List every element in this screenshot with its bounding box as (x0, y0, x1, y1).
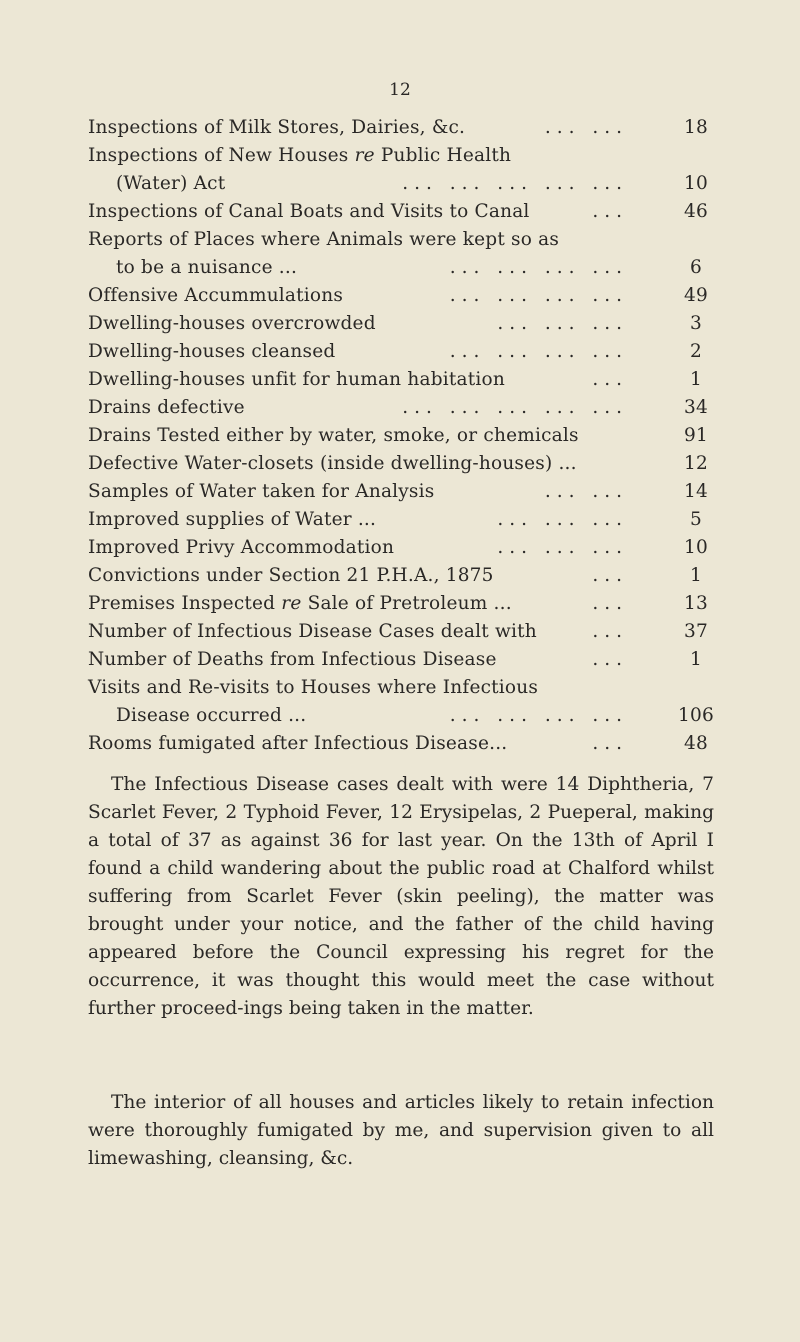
table-row (88, 394, 716, 422)
row-leader-dots: ... ... ... ... (449, 285, 628, 306)
row-value: 18 (684, 117, 708, 138)
table-row (88, 282, 716, 310)
table-row (88, 422, 716, 450)
row-value: 91 (684, 425, 708, 446)
row-leader-dots: ... ... ... ... (449, 257, 628, 278)
row-value: 5 (690, 509, 702, 530)
table-row (88, 590, 716, 618)
row-label: Samples of Water taken for Analysis (88, 481, 435, 502)
row-label: Dwelling-houses overcrowded (88, 313, 376, 334)
row-label: Dwelling-houses unfit for human habitation (88, 369, 505, 390)
table-row (88, 450, 716, 478)
table-row (88, 730, 716, 758)
row-label: Offensive Accummulations (88, 285, 344, 306)
row-label: Dwelling-houses cleansed (88, 341, 336, 362)
table-row (88, 310, 716, 338)
row-leader-dots: ... ... ... (497, 537, 628, 558)
table-row (88, 646, 716, 674)
row-value: 106 (678, 705, 714, 726)
row-label: Convictions under Section 21 P.H.A., 1875 (88, 565, 494, 586)
row-leader-dots: ... (592, 733, 628, 754)
row-value: 34 (684, 397, 708, 418)
row-leader-dots: ... ... ... ... ... (402, 173, 628, 194)
row-label: Improved supplies of Water ... (88, 509, 377, 530)
row-label: (Water) Act (116, 173, 226, 194)
row-label: Visits and Re-visits to Houses where Infectious (88, 677, 539, 698)
row-label: Disease occurred ... (116, 705, 307, 726)
row-leader-dots: ... (592, 649, 628, 670)
fumigation-paragraph: The interior of all houses and articles likely to retain infection were thoroughly fumigated by me, and supervision given to all limewashing, cleansing, &c. (88, 1091, 714, 1169)
row-value: 10 (684, 537, 708, 558)
row-leader-dots: ... ... (544, 117, 628, 138)
row-label: Inspections of Canal Boats and Visits to Canal (88, 201, 530, 222)
table-row (88, 142, 716, 170)
row-leader-dots: ... ... ... ... ... (402, 397, 628, 418)
row-label: to be a nuisance ... (116, 257, 298, 278)
row-value: 48 (684, 733, 708, 754)
row-leader-dots: ... ... ... ... (449, 341, 628, 362)
row-label: Number of Infectious Disease Cases dealt with (88, 621, 537, 642)
row-label: Defective Water-closets (inside dwelling-houses) ... (88, 453, 577, 474)
row-leader-dots: ... ... (544, 481, 628, 502)
row-leader-dots: ... (592, 201, 628, 222)
table-row (88, 170, 716, 198)
table-row (88, 198, 716, 226)
row-label: Premises Inspected re Sale of Pretroleum ... (88, 593, 512, 614)
row-value: 12 (684, 453, 708, 474)
row-leader-dots: ... (592, 565, 628, 586)
row-label: Number of Deaths from Infectious Disease (88, 649, 497, 670)
row-value: 46 (684, 201, 708, 222)
row-value: 3 (690, 313, 702, 334)
row-leader-dots: ... ... ... ... (449, 705, 628, 726)
table-row (88, 674, 716, 702)
table-row (88, 366, 716, 394)
table-row (88, 478, 716, 506)
row-value: 14 (684, 481, 708, 502)
row-value: 10 (684, 173, 708, 194)
inspections-table (88, 114, 716, 758)
row-value: 13 (684, 593, 708, 614)
row-value: 1 (690, 565, 702, 586)
table-row (88, 618, 716, 646)
row-label: Drains Tested either by water, smoke, or chemicals (88, 425, 579, 446)
row-value: 49 (684, 285, 708, 306)
table-row (88, 114, 716, 142)
table-row (88, 506, 716, 534)
table-row (88, 562, 716, 590)
row-label: Reports of Places where Animals were kept so as (88, 229, 560, 250)
row-value: 6 (690, 257, 702, 278)
row-leader-dots: ... ... ... (497, 313, 628, 334)
table-row (88, 338, 716, 366)
row-label: Inspections of New Houses re Public Health (88, 145, 512, 166)
table-row (88, 534, 716, 562)
row-leader-dots: ... (592, 621, 628, 642)
row-label: Rooms fumigated after Infectious Disease... (88, 733, 508, 754)
row-value: 1 (690, 649, 702, 670)
row-leader-dots: ... ... ... (497, 509, 628, 530)
row-label: Inspections of Milk Stores, Dairies, &c. (88, 117, 466, 138)
table-row (88, 226, 716, 254)
row-value: 37 (684, 621, 708, 642)
row-leader-dots: ... (592, 593, 628, 614)
row-leader-dots: ... (592, 369, 628, 390)
row-value: 1 (690, 369, 702, 390)
row-label: Improved Privy Accommodation (88, 537, 395, 558)
table-row (88, 702, 716, 730)
table-row (88, 254, 716, 282)
row-value: 2 (690, 341, 702, 362)
infectious-disease-paragraph: The Infectious Disease cases dealt with were 14 Diphtheria, 7 Scarlet Fever, 2 Typhoid Fever, 12 Erysipelas, 2 Pueperal, making a total of 37 as against 36 for last year. On the 13th of April I found a child wandering about the public road at Chalford whilst suffering from Scarlet Fever (skin peeling), the matter was brought under your notice, and the father of the child having appeared before the Council expressing his regret for the occurrence, it was thought this would meet the case without further proceed-ings being taken in the matter. (88, 773, 714, 1019)
page-number: 12 (389, 80, 411, 100)
row-label: Drains defective (88, 397, 245, 418)
